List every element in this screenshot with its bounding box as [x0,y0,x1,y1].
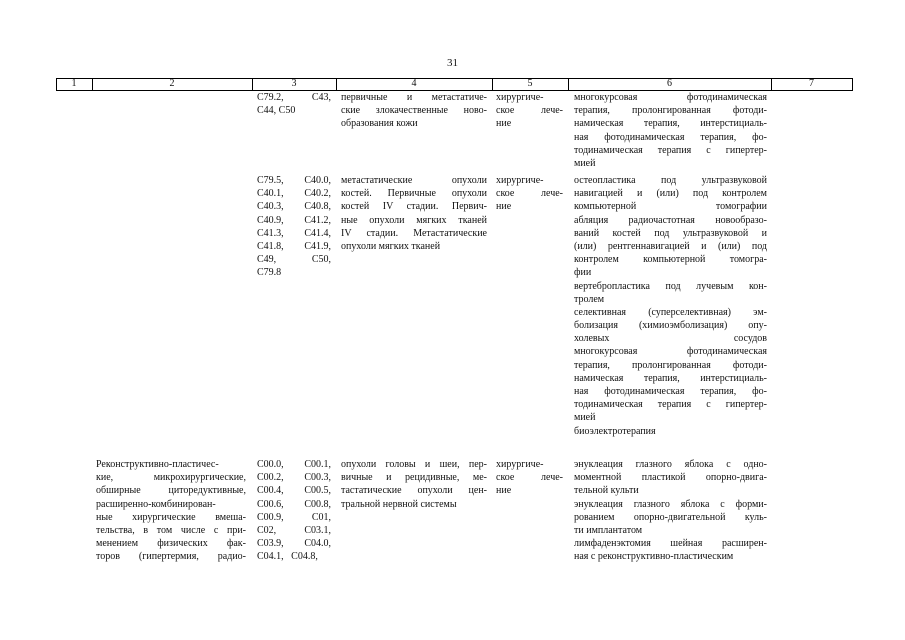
cell-line: C79.5, C40.0, [257,175,331,186]
cell-line: тральной нервной системы [341,498,457,510]
cell-line: селективная (суперселективная) эм- [574,306,767,318]
cell-line: образования кожи [341,118,418,130]
cell-line: моментной пластикой опорно-двига- [574,472,767,484]
column-header-7: 7 [809,78,814,89]
cell-line: обширные циторедуктивные, [96,485,246,497]
cell-line: тельства, в том числе с при- [96,524,246,536]
cell-line: ные опухоли мягких тканей [341,214,487,226]
cell-line: ское лече- [496,105,563,117]
cell-line: холевых сосудов [574,333,767,345]
cell-line: хирургиче- [496,175,544,186]
cell-line: менением физических фак- [96,538,246,550]
cell-line: ние [496,485,512,497]
table-cell-col3-row-1 [257,91,331,117]
cell-line: многокурсовая фотодинамическая [574,92,767,103]
cell-line: рованием опорно-двигательной куль- [574,511,767,523]
cell-line: торов (гипертермия, радио- [96,551,246,563]
column-divider [852,78,853,90]
table-cell-col6-row-3 [574,458,767,564]
column-header-2: 2 [169,78,175,89]
cell-line: биоэлектротерапия [574,425,656,437]
cell-line: C04.1, C04.8, [257,551,318,563]
cell-line: ское лече- [496,188,563,200]
cell-line: опухоли головы и шеи, пер- [341,459,487,470]
cell-line: терапия, пролонгированная фотоди- [574,105,767,117]
cell-line: первичные и метастатиче- [341,92,487,103]
cell-line: мией [574,412,596,424]
table-cell-col4-row-3 [341,458,487,511]
table-cell-col5-row-3 [496,458,563,498]
column-header-6: 6 [667,78,672,89]
cell-line: вичные и рецидивные, ме- [341,472,487,484]
cell-line: костей. Первичные опухоли [341,188,487,200]
cell-line: тастатические опухоли цен- [341,485,487,497]
cell-line: ные хирургические вмеша- [96,511,246,523]
cell-line: тролем [574,293,605,305]
cell-line: C41.3, C41.4, [257,227,331,239]
cell-line: (или) рентгеннавигацией и (или) под [574,240,767,252]
table-cell-col5-row-2 [496,174,563,214]
cell-line: Реконструктивно-пластичес- [96,459,219,470]
cell-line: ские злокачественные ново- [341,105,487,117]
cell-line: компьютерной томографии [574,201,767,213]
cell-line: расширенно-комбинирован- [96,498,216,510]
table-cell-col4-row-1 [341,91,487,131]
cell-line: C03.9, C04.0, [257,538,331,550]
cell-line: C00.0, C00.1, [257,459,331,470]
cell-line: абляция радиочастотная новообразо- [574,214,767,226]
cell-line: опухоли мягких тканей [341,240,441,252]
cell-line: тодинамическая терапия с гипертер- [574,144,767,156]
page-number: 31 [447,57,458,69]
cell-line: C00.2, C00.3, [257,472,331,484]
cell-line: костей IV стадии. Первич- [341,201,487,213]
table-cell-col5-row-1 [496,91,563,131]
table-cell-col4-row-2 [341,174,487,253]
cell-line: мией [574,157,596,169]
cell-line: IV стадии. Метастатические [341,227,487,239]
cell-line: C00.6, C00.8, [257,498,331,510]
cell-line: C02, C03.1, [257,524,331,536]
cell-line: намическая терапия, интерстициаль- [574,118,767,130]
cell-line: болизация (химиоэмболизация) опу- [574,320,767,332]
cell-line: C40.9, C41.2, [257,214,331,226]
cell-line: C41.8, C41.9, [257,240,331,252]
cell-line: тельной культи [574,485,639,497]
cell-line: C40.3, C40.8, [257,201,331,213]
cell-line: C00.4, C00.5, [257,485,331,497]
cell-line: вертебропластика под лучевым кон- [574,280,767,292]
cell-line: ское лече- [496,472,563,484]
table-cell-col2-row-3 [96,458,246,564]
cell-line: C44, C50 [257,105,296,117]
table-cell-col6-row-2 [574,174,767,438]
cell-line: C49, C50, [257,254,331,266]
cell-line: лимфаденэктомия шейная расширен- [574,538,767,550]
column-header-3: 3 [291,78,297,89]
cell-line: навигацией и (или) под контролем [574,188,767,200]
cell-line: ная фотодинамическая терапия, фо- [574,386,767,397]
cell-line: ти имплантатом [574,524,643,536]
cell-line: C79.2, C43, [257,92,331,103]
cell-line: ваний костей под ультразвуковой и [574,227,767,239]
cell-line: ние [496,118,512,130]
column-header-1: 1 [71,78,77,89]
cell-line: ние [496,201,512,213]
cell-line: C79.8 [257,267,282,279]
column-header-4: 4 [411,78,417,89]
cell-line: метастатические опухоли [341,175,487,186]
cell-line: фии [574,267,592,279]
cell-line: намическая терапия, интерстициаль- [574,372,767,384]
cell-line: тодинамическая терапия с гипертер- [574,399,767,411]
table-cell-col3-row-2 [257,174,331,280]
cell-line: C00.9, C01, [257,511,331,523]
cell-line: терапия, пролонгированная фотоди- [574,359,767,371]
table-cell-col6-row-1 [574,91,767,170]
cell-line: ная фотодинамическая терапия, фо- [574,131,767,143]
table-cell-col3-row-3 [257,458,331,564]
cell-line: кие, микрохирургические, [96,472,246,484]
cell-line: ная с реконструктивно-пластическим [574,551,734,563]
cell-line: контролем компьютерной томогра- [574,254,767,266]
cell-line: энуклеация глазного яблока с одно- [574,459,767,470]
cell-line: хирургиче- [496,92,544,103]
cell-line: C40.1, C40.2, [257,188,331,200]
cell-line: хирургиче- [496,459,544,470]
cell-line: энуклеация глазного яблока с форми- [574,498,767,510]
cell-line: остеопластика под ультразвуковой [574,175,767,186]
column-header-5: 5 [527,78,533,89]
cell-line: многокурсовая фотодинамическая [574,346,767,358]
